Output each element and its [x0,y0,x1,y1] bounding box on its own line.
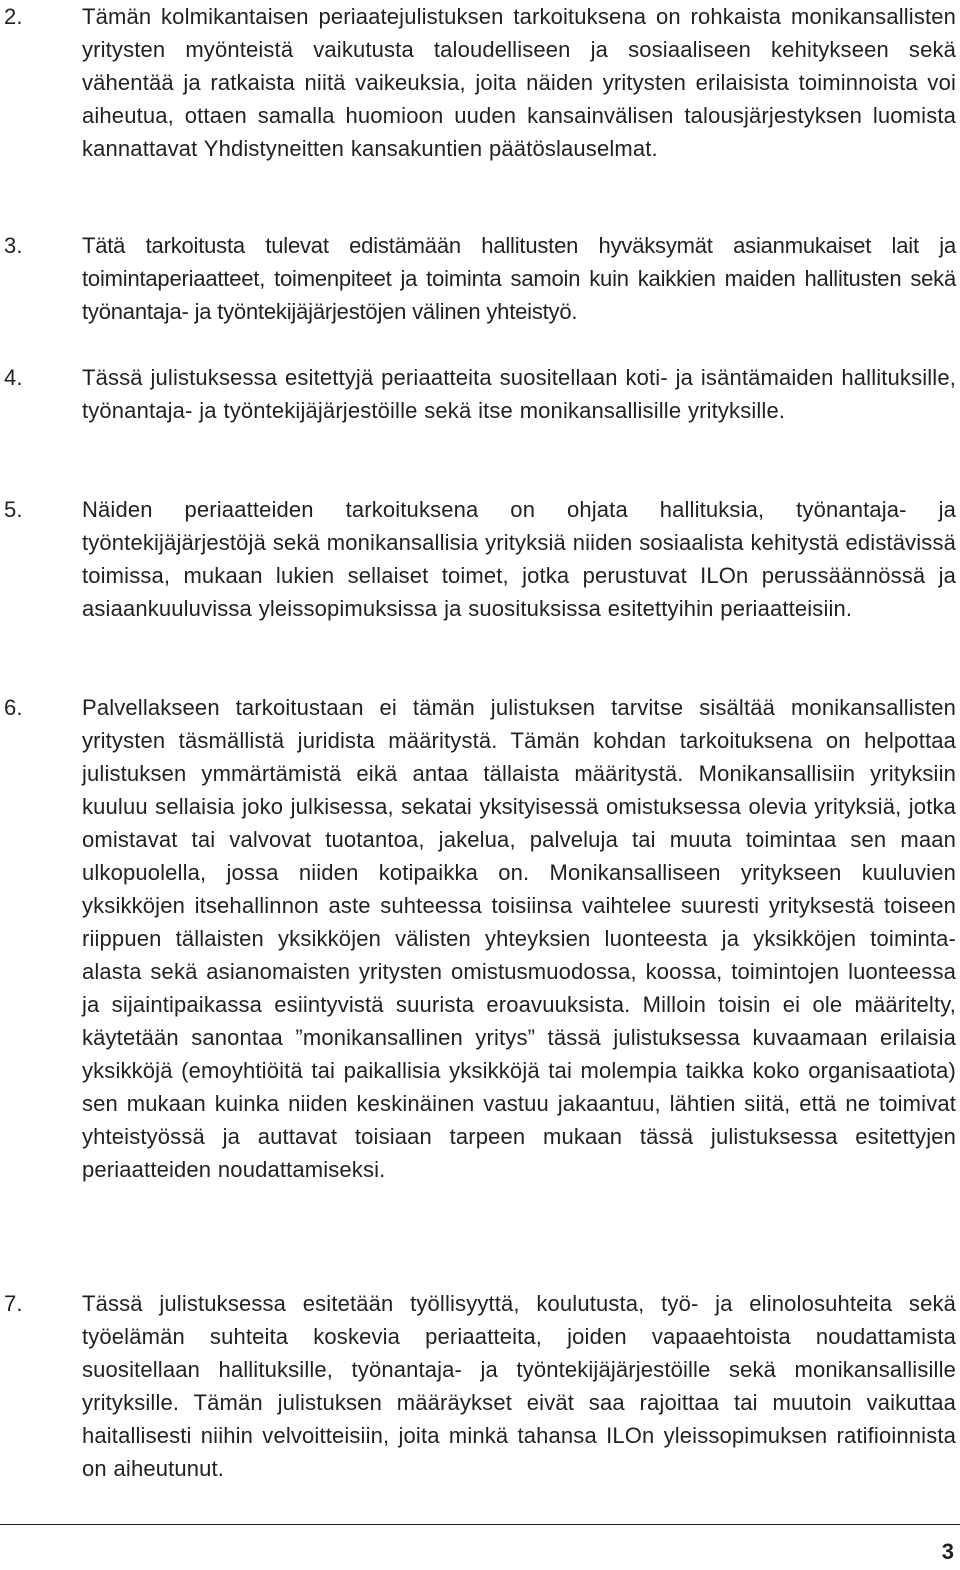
paragraph-number: 7. [4,1291,23,1316]
footer-divider [0,1524,960,1525]
paragraph-text: Näiden periaatteiden tarkoituksena on ohjata hallituksia, työnantaja- ja työntekijäjärjestöjä sekä monikansallisia yrityksiä niiden sosiaalista kehitystä edistävissä toimissa, mukaan lukien sellaiset toimet, jotka perustuvat ILOn perussäännössä ja asiaankuuluvissa yleissopimuksissa ja suosituksissa esitettyihin periaatteisiin. [82,497,956,621]
paragraph-number: 6. [4,695,23,720]
paragraph-text: Palvellakseen tarkoitustaan ei tämän julistuksen tarvitse sisältää monikansallisten yritysten täsmällistä juridista määritystä. Tämän kohdan tarkoituksena on helpottaa julistuksen ymmärtämistä eikä antaa tällaista määritystä. Monikansallisiin yrityksiin kuuluu sellaisia joko julkisessa, sekatai yksityisessä omistuksessa olevia yrityksiä, jotka omistavat tai valvovat tuotantoa, jakelua, palveluja tai muuta toimintaa sen maan ulkopuolella, jossa niiden kotipaikka on. Monikansalliseen yritykseen kuuluvien yksikköjen itsehallinnon aste suhteessa toisiinsa vaihtelee suuresti yrityksestä toiseen riippuen tällaisten yksikköjen välisten yhteyksien luonteesta ja yksikköjen toiminta-alasta sekä asianomaisten yritysten omistusmuodossa, koossa, toimintojen luonteessa ja sijaintipaikassa esiintyvistä suurista eroavuuksista. Milloin toisin ei ole määritelty, käytetään sanontaa ”monikansallinen yritys” tässä julistuksessa kuvaamaan erilaisia yksikköjä (emoyhtiöitä tai paikallisia yksikköjä tai molempia taikka koko organisaatiota) sen mukaan kuinka niiden keskinäinen vastuu jakaantuu, lähtien siitä, että ne toimivat yhteistyössä ja auttavat toisiaan tarpeen mukaan tässä julistuksessa esitettyjen periaatteiden noudattamiseksi. [82,695,956,1182]
paragraph-text: Tässä julistuksessa esitettyjä periaatteita suositellaan koti- ja isäntämaiden hallituksille, työnantaja- ja työntekijäjärjestöille sekä itse monikansallisille yrityksille. [82,365,956,423]
paragraph-text: Tässä julistuksessa esitetään työllisyyttä, koulutusta, työ- ja elinolosuhteita sekä työelämän suhteita koskevia periaatteita, joiden vapaaehtoista noudattamista suositellaan hallituksille, työnantaja- ja työntekijäjärjestöille sekä monikansallisille yrityksille. Tämän julistuksen määräykset eivät saa rajoittaa tai muutoin vaikuttaa haitallisesti niihin velvoitteisiin, joita minkä tahansa ILOn yleissopimuksen ratifioinnista on aiheutunut. [82,1291,956,1481]
page-number: 3 [941,1539,954,1564]
paragraph-number: 5. [4,497,23,522]
paragraph-text: Tämän kolmikantaisen periaatejulistuksen tarkoituksena on rohkaista monikansallisten yritysten myönteistä vaikutusta taloudelliseen ja sosiaaliseen kehitykseen sekä vähentää ja ratkaista niitä vaikeuksia, joita näiden yritysten erilaisista toiminnoista voi aiheutua, ottaen samalla huomioon uuden kansainvälisen talousjärjestyksen luomista kannattavat Yhdistyneitten kansakuntien päätöslauselmat. [82,4,956,161]
paragraph-text: Tätä tarkoitusta tulevat edistämään hallitusten hyväksymät asianmukaiset lait ja toimintaperiaatteet, toimenpiteet ja toiminta samoin kuin kaikkien maiden hallitusten sekä työnantaja- ja työntekijäjärjestöjen välinen yhteistyö. [82,233,956,324]
paragraph-number: 3. [4,233,23,258]
paragraph-number: 4. [4,365,23,390]
paragraph-number: 2. [4,4,23,29]
